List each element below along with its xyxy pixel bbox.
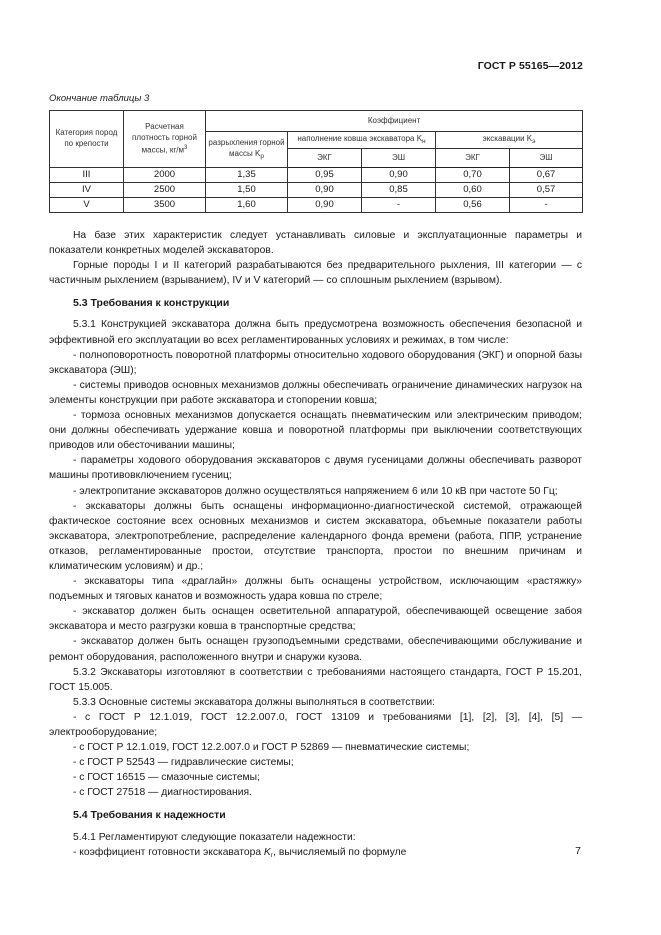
table-cell: V bbox=[50, 198, 124, 213]
table-cell: 0,90 bbox=[288, 198, 362, 213]
table-cell: 3500 bbox=[124, 198, 206, 213]
table-cell: 0,56 bbox=[436, 198, 510, 213]
header-category: Категория пород по крепости bbox=[50, 111, 124, 168]
header-loosening: разрыхления горной массы $K_р$ bbox=[206, 132, 288, 168]
table-caption: Окончание таблицы 3 bbox=[49, 93, 150, 104]
paragraph: 5.4.1 Регламентируют следующие показатели надежности: bbox=[73, 831, 356, 843]
subheader-ekg-fill: ЭКГ bbox=[288, 149, 362, 168]
table-cell: 1,35 bbox=[206, 168, 288, 183]
list-item: - с ГОСТ Р 52543 — гидравлические системы; bbox=[73, 757, 294, 769]
subheader-ekg-excav: ЭКГ bbox=[436, 149, 510, 168]
subheader-esh-excav: ЭШ bbox=[510, 149, 583, 168]
paragraph: На базе этих характеристик следует устанавливать силовые и эксплуатационные параметры и показатели конкретных моделей экскаваторов. bbox=[49, 230, 582, 257]
paragraph: 5.3.3 Основные системы экскаватора должны выполняться в соответствии: bbox=[73, 696, 435, 708]
document-code: ГОСТ Р 55165—2012 bbox=[477, 60, 583, 72]
header-density: Расчетная плотность горной массы, $кг/м^3$ bbox=[124, 111, 206, 168]
table-cell: 0,60 bbox=[436, 183, 510, 198]
list-item: - с ГОСТ Р 12.1.019, ГОСТ 12.2.007.0, ГОСТ 13109 и требованиями [1], [2], [3], [4], [5] — электрооборудование; bbox=[49, 711, 582, 738]
table-cell: 1,50 bbox=[206, 183, 288, 198]
table-cell: 0,95 bbox=[288, 168, 362, 183]
table-cell: IV bbox=[50, 183, 124, 198]
section-heading-5-4: 5.4 Требования к надежности bbox=[73, 809, 226, 822]
list-item: - системы приводов основных механизмов должны обеспечивать ограничение динамических нагрузок на элементы конструкции при работе экскаватора и стопорении ковша; bbox=[49, 379, 582, 406]
table-cell: 0,90 bbox=[288, 183, 362, 198]
page-number: 7 bbox=[575, 845, 581, 857]
list-item: - экскаватор должен быть оснащен осветительной аппаратурой, обеспечивающей освещение забоя экскаватора и место разгрузки ковша в транспортные средства; bbox=[49, 606, 582, 633]
table-cell: 1,60 bbox=[206, 198, 288, 213]
list-item: - полноповоротность поворотной платформы относительно ходового оборудования (ЭКГ) и опорной базы экскаватора (ЭШ); bbox=[49, 349, 582, 376]
paragraph: 5.3.1 Конструкцией экскаватора должна быть предусмотрена возможность обеспечения безопасной и эффективной его эксплуатации во всех регламентированных условиях и режимах, в том числе: bbox=[49, 319, 582, 346]
list-item: - экскаваторы должны быть оснащены информационно-диагностической системой, отражающей фактическое состояние всех основных механизмов и систем экскаватора, объемные показатели работы экскаватора, электропотребление, распределение календарного фонда времени (работа, ППР, устранение отказов, регламентированные простои, отсутствие транспорта, простои по внешним причинам и климатическим условиям) и др.; bbox=[49, 500, 582, 572]
table-cell: III bbox=[50, 168, 124, 183]
list-item: - коэффициент готовности экскаватора $K_г$, вычисляемый по формуле bbox=[73, 846, 407, 859]
list-item: - электропитание экскаваторов должно осуществляться напряжением 6 или 10 кВ при частоте 50 Гц; bbox=[73, 485, 558, 497]
table-row bbox=[50, 168, 583, 183]
list-item: - с ГОСТ 27518 — диагностирования. bbox=[73, 787, 252, 799]
table-row bbox=[50, 198, 583, 213]
list-item: - с ГОСТ 16515 — смазочные системы; bbox=[73, 772, 260, 784]
table-cell: 2000 bbox=[124, 168, 206, 183]
list-item: - экскаватор должен быть оснащен грузоподъемными средствами, обеспечивающими обслуживание и ремонт оборудования, расположенного внутри и снаружи кузова. bbox=[49, 636, 582, 663]
table-cell: 0,67 bbox=[510, 168, 583, 183]
table-row bbox=[50, 183, 583, 198]
table-cell: 2500 bbox=[124, 183, 206, 198]
header-coefficient: Коэффициент bbox=[206, 111, 583, 132]
table-cell: - bbox=[510, 198, 583, 213]
table-cell: 0,57 bbox=[510, 183, 583, 198]
document-body bbox=[49, 228, 582, 863]
subheader-esh-fill: ЭШ bbox=[362, 149, 436, 168]
coefficients-table bbox=[49, 110, 583, 213]
paragraph: 5.3.2 Экскаваторы изготовляют в соответствии с требованиями настоящего стандарта, ГОСТ Р 15.201, ГОСТ 15.005. bbox=[49, 666, 582, 693]
section-heading-5-3: 5.3 Требования к конструкции bbox=[73, 297, 230, 310]
table-cell: 0,70 bbox=[436, 168, 510, 183]
table-cell: 0,90 bbox=[362, 168, 436, 183]
list-item: - тормоза основных механизмов допускается оснащать пневматическим или электрическим приводом; они должны обеспечивать удержание ковша и поворотной платформы при выключении соответствующих приводов или обесточивании машины; bbox=[49, 410, 582, 452]
table-cell: 0,85 bbox=[362, 183, 436, 198]
table-cell: - bbox=[362, 198, 436, 213]
list-item: - параметры ходового оборудования экскаваторов с двумя гусеницами должны обеспечивать разворот машины противовключением гусениц; bbox=[49, 455, 582, 482]
header-excavation: экскавации $K_э$ bbox=[436, 132, 583, 149]
list-item: - экскаваторы типа «драглайн» должны быть оснащены устройством, исключающим «растяжку» подъемных и тяговых канатов и возможность удара ковша по стреле; bbox=[49, 576, 582, 603]
list-item: - с ГОСТ Р 12.1.019, ГОСТ 12.2.007.0 и ГОСТ Р 52869 — пневматические системы; bbox=[73, 742, 470, 754]
paragraph: Горные породы I и II категорий разрабатываются без предварительного рыхления, III категории — с частичным рыхлением (взрыванием), IV и V категорий — со сплошным рыхлением (взрывом). bbox=[49, 260, 582, 287]
header-fill: наполнение ковша экскаватора $K_н$ bbox=[288, 132, 436, 149]
